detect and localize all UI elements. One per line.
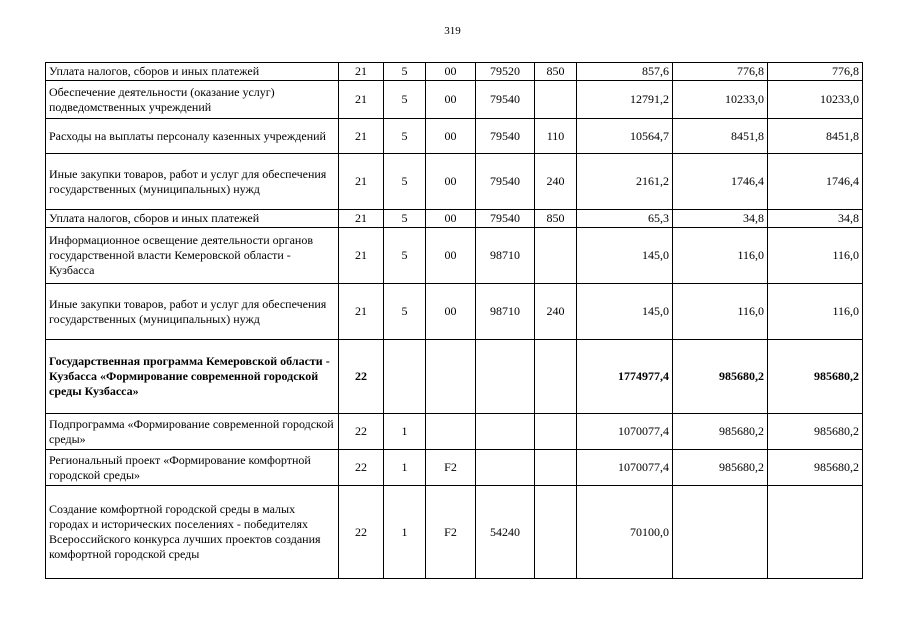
- row-direction-code: [476, 450, 535, 486]
- row-measure-code: F2: [426, 486, 476, 579]
- row-direction-code: 79540: [476, 119, 535, 154]
- row-expense-type-code: 240: [535, 284, 577, 340]
- row-direction-code: 54240: [476, 486, 535, 579]
- row-measure-code: 00: [426, 63, 476, 81]
- row-amount-year-1: 2161,2: [577, 154, 673, 210]
- row-name: Обеспечение деятельности (оказание услуг) подведомственных учреждений: [46, 81, 339, 119]
- row-amount-year-3: 34,8: [768, 210, 863, 228]
- table-row: [46, 210, 863, 228]
- row-amount-year-1: 12791,2: [577, 81, 673, 119]
- row-name: Иные закупки товаров, работ и услуг для обеспечения государственных (муниципальных) нужд: [46, 154, 339, 210]
- row-expense-type-code: 850: [535, 210, 577, 228]
- row-amount-year-2: 1746,4: [673, 154, 768, 210]
- row-expense-type-code: [535, 450, 577, 486]
- row-measure-code: F2: [426, 450, 476, 486]
- table-row: [46, 119, 863, 154]
- row-amount-year-1: 65,3: [577, 210, 673, 228]
- row-measure-code: 00: [426, 284, 476, 340]
- table-row: [46, 154, 863, 210]
- row-subprogram-code: 1: [384, 486, 426, 579]
- row-expense-type-code: 110: [535, 119, 577, 154]
- row-direction-code: 98710: [476, 284, 535, 340]
- row-amount-year-1: 1070077,4: [577, 414, 673, 450]
- row-subprogram-code: 5: [384, 228, 426, 284]
- row-amount-year-2: 34,8: [673, 210, 768, 228]
- row-measure-code: 00: [426, 81, 476, 119]
- row-direction-code: 79520: [476, 63, 535, 81]
- row-subprogram-code: 5: [384, 154, 426, 210]
- row-amount-year-2: 985680,2: [673, 340, 768, 414]
- row-name: Подпрограмма «Формирование современной городской среды»: [46, 414, 339, 450]
- row-expense-type-code: [535, 414, 577, 450]
- row-amount-year-2: 776,8: [673, 63, 768, 81]
- row-measure-code: 00: [426, 154, 476, 210]
- table-row: [46, 228, 863, 284]
- row-amount-year-3: 1746,4: [768, 154, 863, 210]
- row-subprogram-code: 5: [384, 119, 426, 154]
- page-number: 319: [444, 25, 461, 37]
- row-amount-year-2: 10233,0: [673, 81, 768, 119]
- row-subprogram-code: 5: [384, 81, 426, 119]
- row-direction-code: 79540: [476, 81, 535, 119]
- row-name: Иные закупки товаров, работ и услуг для обеспечения государственных (муниципальных) нужд: [46, 284, 339, 340]
- row-measure-code: [426, 340, 476, 414]
- table-row: [46, 63, 863, 81]
- row-measure-code: 00: [426, 210, 476, 228]
- row-program-code: 21: [339, 210, 384, 228]
- row-amount-year-1: 1070077,4: [577, 450, 673, 486]
- table-row: [46, 81, 863, 119]
- row-amount-year-3: 8451,8: [768, 119, 863, 154]
- budget-table: [45, 62, 863, 579]
- row-amount-year-1: 145,0: [577, 284, 673, 340]
- row-amount-year-2: 985680,2: [673, 414, 768, 450]
- row-subprogram-code: 1: [384, 414, 426, 450]
- row-amount-year-1: 1774977,4: [577, 340, 673, 414]
- row-direction-code: 98710: [476, 228, 535, 284]
- row-name: Создание комфортной городской среды в малых городах и исторических поселениях - победителях Всероссийского конкурса лучших проектов создания комфортной городской среды: [46, 486, 339, 579]
- row-amount-year-1: 10564,7: [577, 119, 673, 154]
- row-program-code: 22: [339, 450, 384, 486]
- row-subprogram-code: [384, 340, 426, 414]
- row-measure-code: 00: [426, 119, 476, 154]
- row-direction-code: [476, 414, 535, 450]
- table-row: [46, 450, 863, 486]
- row-subprogram-code: 5: [384, 284, 426, 340]
- row-expense-type-code: [535, 81, 577, 119]
- row-direction-code: 79540: [476, 154, 535, 210]
- row-direction-code: 79540: [476, 210, 535, 228]
- row-program-code: 22: [339, 486, 384, 579]
- table-row: [46, 414, 863, 450]
- row-amount-year-2: 116,0: [673, 228, 768, 284]
- row-expense-type-code: 850: [535, 63, 577, 81]
- row-subprogram-code: 5: [384, 210, 426, 228]
- row-amount-year-2: 8451,8: [673, 119, 768, 154]
- row-program-code: 21: [339, 154, 384, 210]
- row-name: Информационное освещение деятельности органов государственной власти Кемеровской области - Кузбасса: [46, 228, 339, 284]
- table-row: [46, 486, 863, 579]
- row-amount-year-3: 776,8: [768, 63, 863, 81]
- row-program-code: 21: [339, 119, 384, 154]
- row-name: Уплата налогов, сборов и иных платежей: [46, 63, 339, 81]
- row-amount-year-1: 857,6: [577, 63, 673, 81]
- row-expense-type-code: 240: [535, 154, 577, 210]
- row-amount-year-3: 116,0: [768, 228, 863, 284]
- table-row-program: [46, 340, 863, 414]
- row-amount-year-3: 985680,2: [768, 414, 863, 450]
- row-program-code: 22: [339, 340, 384, 414]
- row-amount-year-2: 116,0: [673, 284, 768, 340]
- row-name: Региональный проект «Формирование комфортной городской среды»: [46, 450, 339, 486]
- row-subprogram-code: 1: [384, 450, 426, 486]
- row-expense-type-code: [535, 486, 577, 579]
- row-program-code: 21: [339, 81, 384, 119]
- row-name: Государственная программа Кемеровской области - Кузбасса «Формирование современной городской среды Кузбасса»: [46, 340, 339, 414]
- row-program-code: 21: [339, 63, 384, 81]
- row-measure-code: [426, 414, 476, 450]
- row-program-code: 21: [339, 284, 384, 340]
- table-row: [46, 284, 863, 340]
- row-amount-year-3: [768, 486, 863, 579]
- row-amount-year-1: 145,0: [577, 228, 673, 284]
- row-name: Уплата налогов, сборов и иных платежей: [46, 210, 339, 228]
- row-measure-code: 00: [426, 228, 476, 284]
- row-expense-type-code: [535, 228, 577, 284]
- row-amount-year-3: 985680,2: [768, 450, 863, 486]
- row-amount-year-3: 116,0: [768, 284, 863, 340]
- row-subprogram-code: 5: [384, 63, 426, 81]
- row-amount-year-1: 70100,0: [577, 486, 673, 579]
- row-expense-type-code: [535, 340, 577, 414]
- row-direction-code: [476, 340, 535, 414]
- row-amount-year-2: [673, 486, 768, 579]
- row-amount-year-3: 985680,2: [768, 340, 863, 414]
- row-program-code: 22: [339, 414, 384, 450]
- row-amount-year-2: 985680,2: [673, 450, 768, 486]
- row-amount-year-3: 10233,0: [768, 81, 863, 119]
- row-name: Расходы на выплаты персоналу казенных учреждений: [46, 119, 339, 154]
- row-program-code: 21: [339, 228, 384, 284]
